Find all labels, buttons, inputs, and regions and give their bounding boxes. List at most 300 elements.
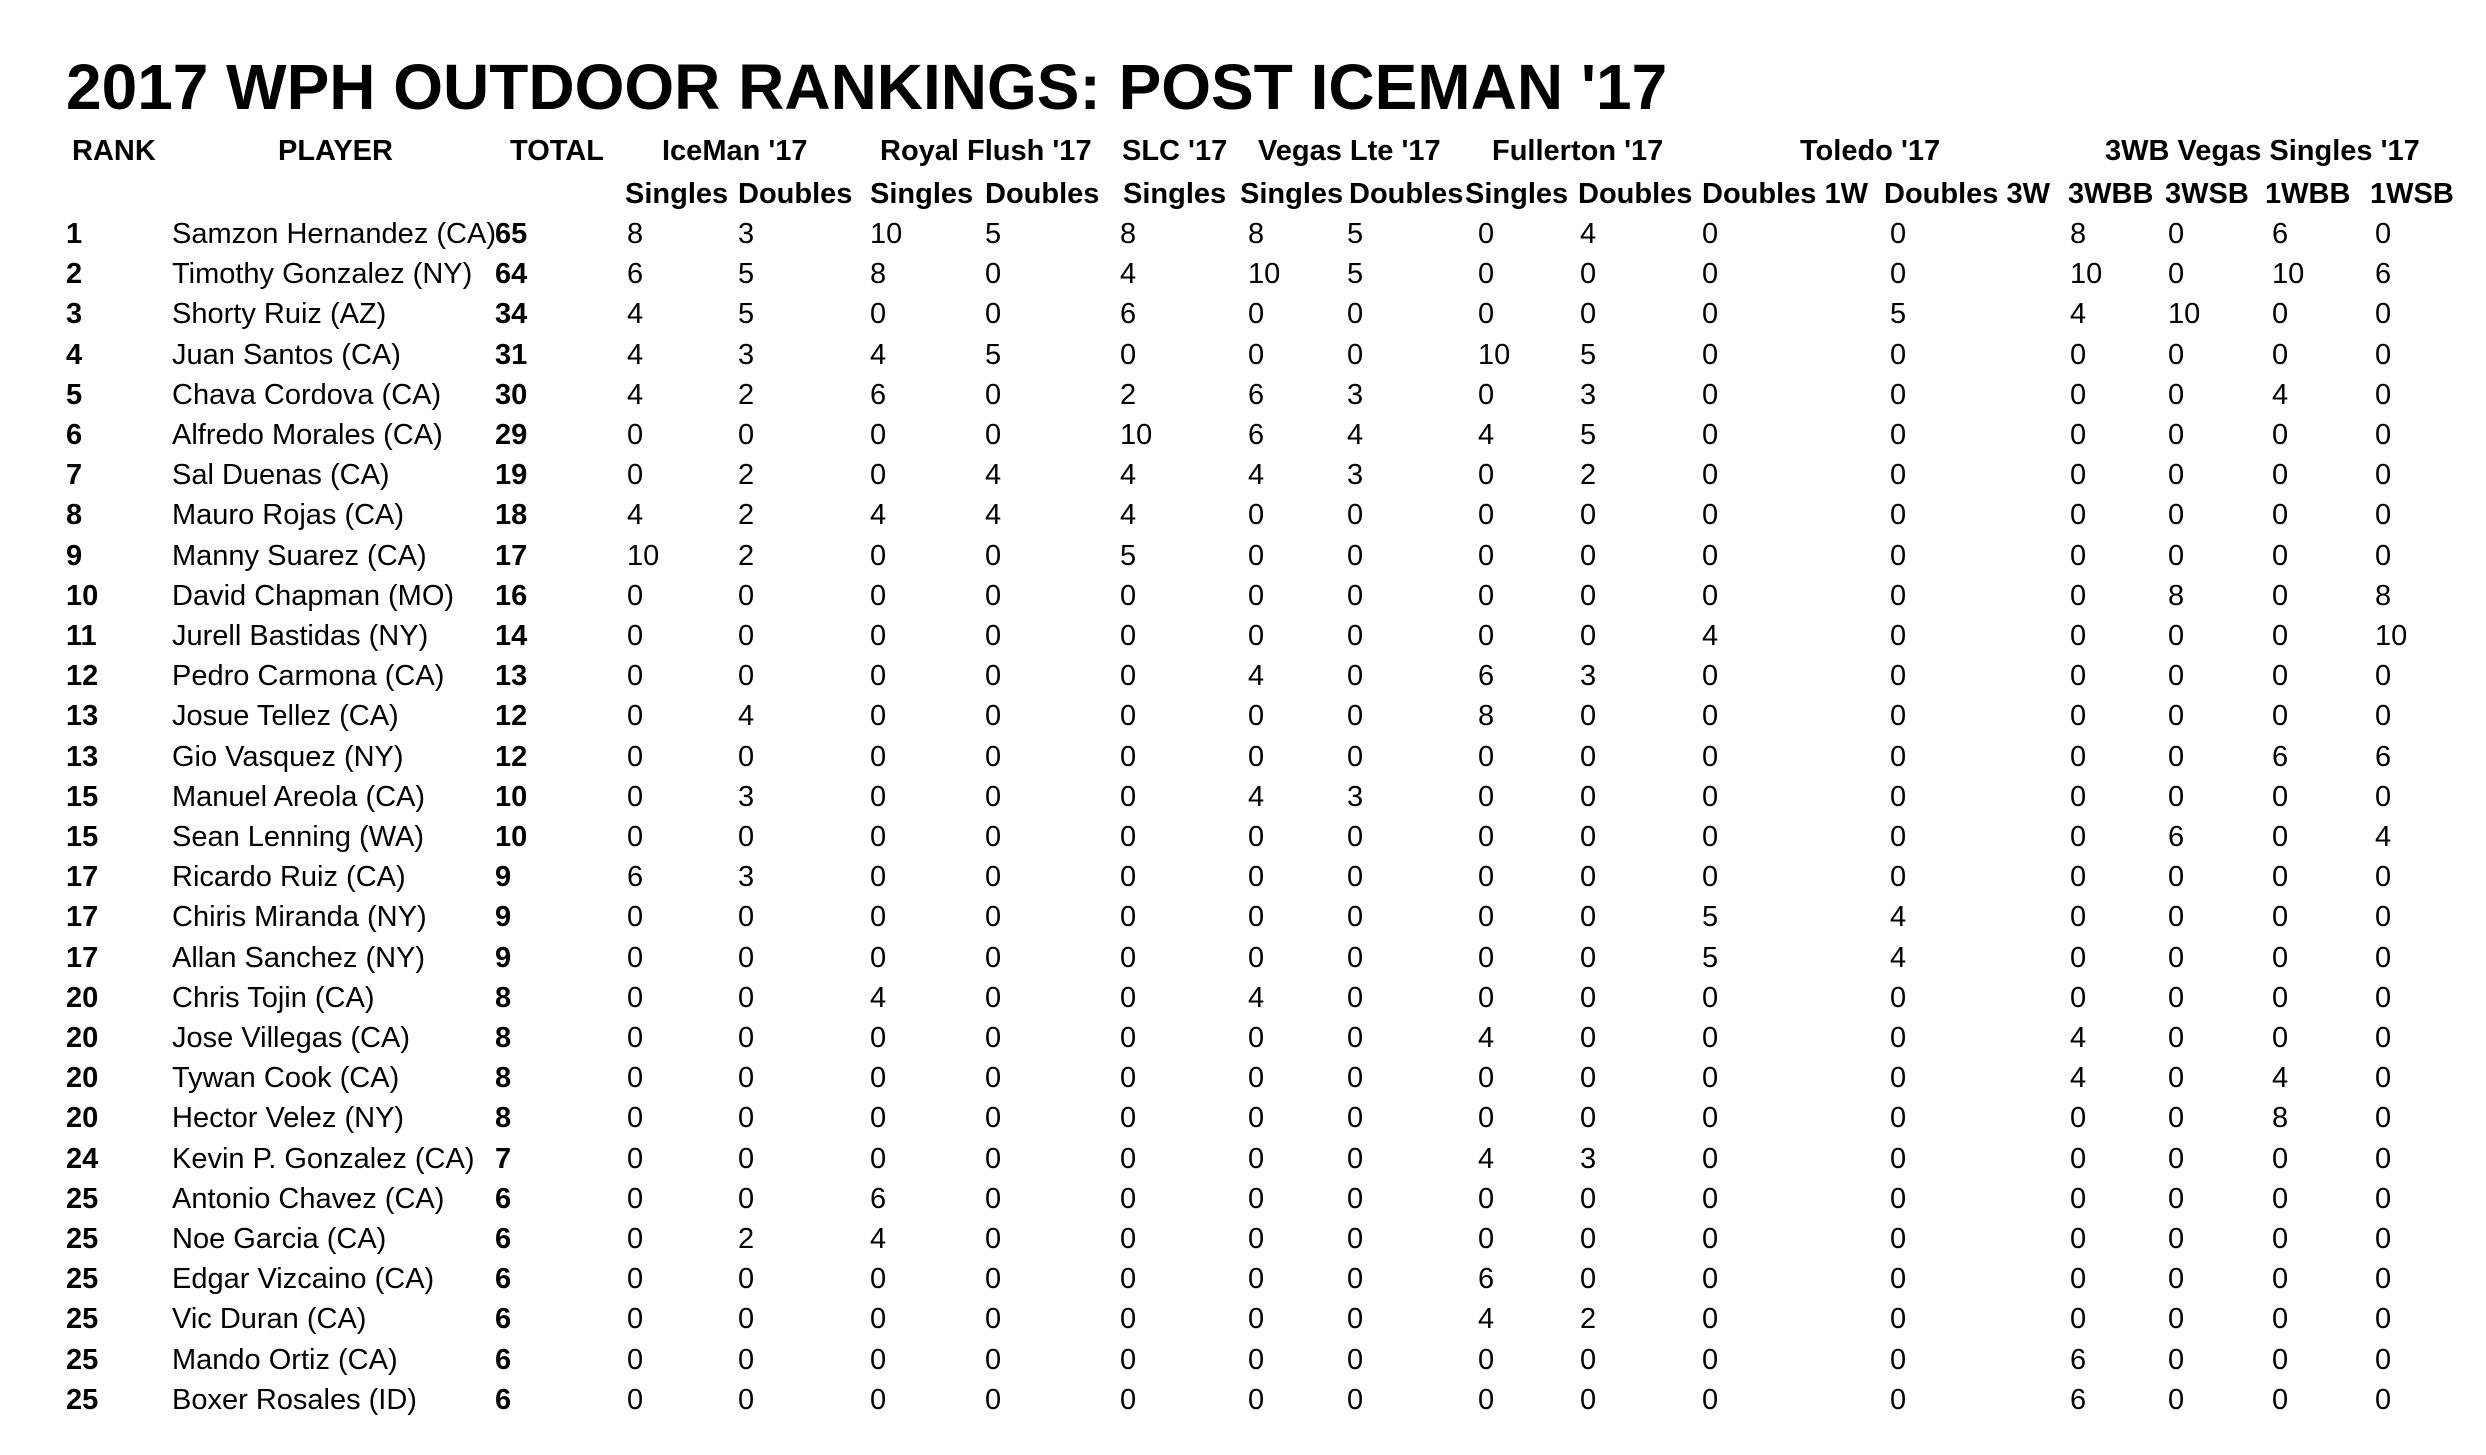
score-cell: 0 — [2070, 378, 2087, 411]
score-cell: 0 — [2375, 981, 2392, 1014]
score-cell: 0 — [1478, 740, 1495, 773]
score-cell: 3 — [738, 861, 755, 894]
score-cell: 0 — [870, 660, 887, 693]
score-cell: 0 — [2375, 1223, 2392, 1255]
score-cell: 4 — [1248, 459, 1265, 492]
score-cell: 0 — [2272, 660, 2289, 693]
score-cell: 0 — [1248, 941, 1265, 974]
score-cell: 0 — [738, 1343, 755, 1376]
score-cell: 2 — [738, 539, 755, 572]
score-cell: 0 — [627, 660, 644, 693]
score-cell: 0 — [985, 660, 1002, 693]
player-cell: David Chapman (MO) — [172, 579, 455, 612]
score-cell: 0 — [1120, 1142, 1137, 1175]
score-cell: 8 — [1478, 700, 1495, 733]
rank-cell: 20 — [66, 1062, 99, 1095]
score-cell: 0 — [1347, 1182, 1364, 1215]
score-cell: 0 — [1890, 981, 1907, 1014]
score-cell: 2 — [738, 459, 755, 492]
score-cell: 4 — [870, 1223, 887, 1255]
score-cell: 0 — [1702, 700, 1719, 733]
total-cell: 30 — [495, 378, 528, 411]
player-cell: Kevin P. Gonzalez (CA) — [172, 1142, 475, 1175]
score-cell: 6 — [870, 378, 887, 411]
score-cell: 5 — [1890, 298, 1907, 331]
score-cell: 0 — [2272, 579, 2289, 612]
score-cell: 0 — [738, 419, 755, 451]
score-cell: 0 — [1347, 821, 1364, 853]
score-cell: 0 — [1248, 499, 1265, 532]
score-cell: 0 — [2375, 1303, 2392, 1336]
score-cell: 0 — [2070, 1102, 2087, 1135]
score-cell: 0 — [627, 1182, 644, 1215]
score-cell: 6 — [2272, 218, 2289, 250]
score-cell: 0 — [985, 1102, 1002, 1135]
score-cell: 4 — [627, 499, 644, 532]
score-cell: 0 — [1890, 499, 1907, 532]
score-cell: 0 — [1890, 378, 1907, 411]
score-cell: 0 — [738, 1303, 755, 1336]
score-cell: 0 — [1248, 1142, 1265, 1175]
rank-cell: 25 — [66, 1223, 99, 1255]
score-cell: 0 — [738, 1383, 755, 1416]
score-cell: 0 — [1248, 1182, 1265, 1215]
score-cell: 0 — [1580, 539, 1597, 572]
player-cell: Sal Duenas (CA) — [172, 459, 390, 492]
score-cell: 0 — [870, 861, 887, 894]
score-cell: 0 — [2070, 1303, 2087, 1336]
score-cell: 0 — [2272, 499, 2289, 532]
score-cell: 0 — [1347, 499, 1364, 532]
total-cell: 12 — [495, 700, 528, 733]
score-cell: 0 — [1890, 1142, 1907, 1175]
total-cell: 64 — [495, 258, 528, 291]
subcolumn-header: Doubles — [1578, 178, 1693, 210]
score-cell: 0 — [2375, 378, 2392, 411]
score-cell: 0 — [627, 740, 644, 773]
score-cell: 0 — [2272, 1263, 2289, 1296]
score-cell: 0 — [1478, 539, 1495, 572]
score-cell: 0 — [2168, 901, 2185, 934]
score-cell: 0 — [1580, 1263, 1597, 1296]
score-cell: 0 — [985, 1343, 1002, 1376]
total-cell: 29 — [495, 419, 528, 451]
player-cell: Josue Tellez (CA) — [172, 700, 399, 733]
score-cell: 0 — [985, 298, 1002, 331]
score-cell: 0 — [2070, 861, 2087, 894]
score-cell: 0 — [1580, 579, 1597, 612]
score-cell: 0 — [985, 378, 1002, 411]
score-cell: 0 — [985, 740, 1002, 773]
score-cell: 0 — [1580, 1383, 1597, 1416]
score-cell: 0 — [1702, 579, 1719, 612]
score-cell: 4 — [1347, 419, 1364, 451]
total-cell: 6 — [495, 1182, 512, 1215]
rank-cell: 25 — [66, 1303, 99, 1336]
rank-cell: 24 — [66, 1142, 99, 1175]
score-cell: 0 — [2375, 941, 2392, 974]
score-cell: 8 — [1248, 218, 1265, 250]
score-cell: 2 — [1580, 1303, 1597, 1336]
score-cell: 0 — [1120, 1343, 1137, 1376]
score-cell: 0 — [1347, 298, 1364, 331]
score-cell: 0 — [1580, 1062, 1597, 1095]
score-cell: 0 — [1478, 821, 1495, 853]
score-cell: 0 — [2272, 821, 2289, 853]
score-cell: 0 — [2070, 620, 2087, 652]
score-cell: 0 — [985, 1062, 1002, 1095]
score-cell: 0 — [985, 1223, 1002, 1255]
score-cell: 0 — [1702, 740, 1719, 773]
total-cell: 9 — [495, 901, 512, 934]
score-cell: 0 — [1478, 1223, 1495, 1255]
score-cell: 0 — [985, 419, 1002, 451]
score-cell: 0 — [1347, 539, 1364, 572]
player-cell: Manny Suarez (CA) — [172, 539, 427, 572]
total-cell: 18 — [495, 499, 528, 532]
player-cell: Samzon Hernandez (CA) — [172, 218, 496, 250]
score-cell: 0 — [1347, 660, 1364, 693]
event-header: Vegas Lte '17 — [1258, 135, 1441, 167]
player-cell: Mando Ortiz (CA) — [172, 1343, 398, 1376]
score-cell: 10 — [1248, 258, 1281, 291]
score-cell: 0 — [870, 700, 887, 733]
rank-cell: 6 — [66, 419, 83, 451]
score-cell: 0 — [738, 1142, 755, 1175]
score-cell: 6 — [870, 1182, 887, 1215]
score-cell: 4 — [1890, 941, 1907, 974]
score-cell: 6 — [2070, 1343, 2087, 1376]
player-cell: Juan Santos (CA) — [172, 338, 401, 371]
score-cell: 0 — [1120, 981, 1137, 1014]
total-cell: 10 — [495, 821, 528, 853]
player-cell: Edgar Vizcaino (CA) — [172, 1263, 435, 1296]
score-cell: 5 — [985, 338, 1002, 371]
score-cell: 4 — [1478, 419, 1495, 451]
subcolumn-header: Singles — [625, 178, 729, 210]
score-cell: 0 — [2272, 459, 2289, 492]
score-cell: 0 — [2070, 700, 2087, 733]
score-cell: 0 — [1890, 338, 1907, 371]
score-cell: 0 — [1702, 1303, 1719, 1336]
score-cell: 6 — [1478, 660, 1495, 693]
score-cell: 0 — [1478, 579, 1495, 612]
score-cell: 0 — [1248, 338, 1265, 371]
total-cell: 8 — [495, 1062, 512, 1095]
score-cell: 0 — [1478, 258, 1495, 291]
rank-cell: 2 — [66, 258, 83, 291]
score-cell: 0 — [1890, 1223, 1907, 1255]
score-cell: 0 — [985, 1263, 1002, 1296]
score-cell: 0 — [2070, 579, 2087, 612]
score-cell: 0 — [1890, 1383, 1907, 1416]
score-cell: 0 — [2070, 459, 2087, 492]
score-cell: 0 — [2168, 941, 2185, 974]
score-cell: 0 — [1120, 579, 1137, 612]
score-cell: 0 — [2070, 1263, 2087, 1296]
score-cell: 0 — [1890, 459, 1907, 492]
score-cell: 4 — [1248, 660, 1265, 693]
total-cell: 6 — [495, 1343, 512, 1376]
score-cell: 0 — [1347, 740, 1364, 773]
score-cell: 3 — [1347, 780, 1364, 813]
score-cell: 0 — [1580, 258, 1597, 291]
score-cell: 0 — [1478, 218, 1495, 250]
score-cell: 0 — [1890, 539, 1907, 572]
total-cell: 10 — [495, 780, 528, 813]
score-cell: 5 — [1580, 419, 1597, 451]
score-cell: 0 — [627, 579, 644, 612]
subcolumn-header: Singles — [1240, 178, 1344, 210]
player-cell: Vic Duran (CA) — [172, 1303, 367, 1336]
score-cell: 0 — [1248, 1022, 1265, 1054]
rank-cell: 25 — [66, 1263, 99, 1296]
score-cell: 0 — [1702, 1223, 1719, 1255]
player-cell: Boxer Rosales (ID) — [172, 1383, 417, 1416]
score-cell: 0 — [870, 901, 887, 934]
score-cell: 0 — [1580, 1182, 1597, 1215]
score-cell: 0 — [1120, 1263, 1137, 1296]
score-cell: 0 — [1478, 981, 1495, 1014]
score-cell: 0 — [1580, 1022, 1597, 1054]
score-cell: 2 — [1580, 459, 1597, 492]
score-cell: 0 — [1347, 1102, 1364, 1135]
score-cell: 0 — [2375, 1102, 2392, 1135]
score-cell: 0 — [985, 981, 1002, 1014]
score-cell: 0 — [1580, 700, 1597, 733]
rank-cell: 12 — [66, 660, 99, 693]
score-cell: 0 — [2168, 1022, 2185, 1054]
score-cell: 0 — [870, 1102, 887, 1135]
score-cell: 5 — [985, 218, 1002, 250]
total-cell: 65 — [495, 218, 528, 250]
player-cell: Chava Cordova (CA) — [172, 378, 442, 411]
score-cell: 0 — [985, 1142, 1002, 1175]
score-cell: 0 — [870, 1022, 887, 1054]
score-cell: 4 — [738, 700, 755, 733]
score-cell: 0 — [738, 821, 755, 853]
event-header: Royal Flush '17 — [880, 135, 1092, 167]
score-cell: 0 — [2168, 861, 2185, 894]
score-cell: 0 — [627, 1383, 644, 1416]
total-cell: 31 — [495, 338, 528, 371]
score-cell: 0 — [2168, 740, 2185, 773]
score-cell: 0 — [1248, 1383, 1265, 1416]
score-cell: 10 — [1478, 338, 1511, 371]
score-cell: 0 — [1347, 1383, 1364, 1416]
score-cell: 0 — [2070, 338, 2087, 371]
score-cell: 0 — [627, 1102, 644, 1135]
score-cell: 4 — [1478, 1022, 1495, 1054]
score-cell: 0 — [1478, 901, 1495, 934]
score-cell: 0 — [870, 539, 887, 572]
score-cell: 0 — [1248, 821, 1265, 853]
score-cell: 0 — [1347, 941, 1364, 974]
score-cell: 0 — [2375, 1383, 2392, 1416]
score-cell: 0 — [2272, 1142, 2289, 1175]
score-cell: 4 — [1248, 780, 1265, 813]
total-cell: 14 — [495, 620, 528, 652]
subcolumn-header: Singles — [1123, 178, 1227, 210]
score-cell: 0 — [870, 579, 887, 612]
total-cell: 8 — [495, 1022, 512, 1054]
subcolumn-header: Doubles — [985, 178, 1100, 210]
score-cell: 0 — [627, 981, 644, 1014]
score-cell: 0 — [1478, 459, 1495, 492]
score-cell: 0 — [985, 539, 1002, 572]
score-cell: 0 — [1347, 1062, 1364, 1095]
score-cell: 0 — [1702, 1022, 1719, 1054]
score-cell: 10 — [2070, 258, 2103, 291]
score-cell: 0 — [870, 821, 887, 853]
player-cell: Manuel Areola (CA) — [172, 780, 426, 813]
score-cell: 0 — [870, 419, 887, 451]
score-cell: 5 — [1347, 258, 1364, 291]
score-cell: 0 — [1120, 740, 1137, 773]
score-cell: 6 — [1120, 298, 1137, 331]
score-cell: 4 — [2375, 821, 2392, 853]
score-cell: 0 — [2070, 539, 2087, 572]
score-cell: 0 — [985, 1182, 1002, 1215]
score-cell: 10 — [1120, 419, 1153, 451]
score-cell: 0 — [1347, 1223, 1364, 1255]
score-cell: 0 — [1478, 378, 1495, 411]
score-cell: 0 — [738, 981, 755, 1014]
score-cell: 0 — [1702, 499, 1719, 532]
score-cell: 0 — [627, 1223, 644, 1255]
score-cell: 4 — [2070, 1022, 2087, 1054]
score-cell: 0 — [985, 1022, 1002, 1054]
total-cell: 6 — [495, 1383, 512, 1416]
score-cell: 0 — [1890, 579, 1907, 612]
page-title: 2017 WPH OUTDOOR RANKINGS: POST ICEMAN '17 — [66, 51, 1668, 123]
score-cell: 0 — [2375, 780, 2392, 813]
rank-cell: 20 — [66, 1102, 99, 1135]
score-cell: 0 — [1890, 1102, 1907, 1135]
score-cell: 8 — [2272, 1102, 2289, 1135]
score-cell: 0 — [2168, 620, 2185, 652]
score-cell: 0 — [2272, 1303, 2289, 1336]
score-cell: 0 — [1702, 298, 1719, 331]
score-cell: 0 — [1248, 620, 1265, 652]
score-cell: 0 — [1478, 1062, 1495, 1095]
score-cell: 0 — [2272, 1383, 2289, 1416]
player-cell: Tywan Cook (CA) — [172, 1062, 400, 1095]
score-cell: 4 — [985, 499, 1002, 532]
player-cell: Allan Sanchez (NY) — [172, 941, 426, 974]
score-cell: 0 — [2375, 1062, 2392, 1095]
score-cell: 2 — [738, 378, 755, 411]
score-cell: 4 — [2272, 378, 2289, 411]
score-cell: 6 — [2070, 1383, 2087, 1416]
score-cell: 0 — [627, 1263, 644, 1296]
score-cell: 0 — [1248, 579, 1265, 612]
score-cell: 0 — [2168, 1062, 2185, 1095]
score-cell: 0 — [2272, 1182, 2289, 1215]
score-cell: 0 — [1580, 941, 1597, 974]
score-cell: 0 — [2272, 620, 2289, 652]
score-cell: 0 — [1478, 1182, 1495, 1215]
score-cell: 0 — [1890, 1022, 1907, 1054]
score-cell: 0 — [1580, 298, 1597, 331]
score-cell: 0 — [870, 1263, 887, 1296]
rank-cell: 20 — [66, 1022, 99, 1054]
score-cell: 0 — [870, 740, 887, 773]
score-cell: 0 — [2070, 1182, 2087, 1215]
score-cell: 0 — [738, 1102, 755, 1135]
score-cell: 0 — [1248, 298, 1265, 331]
score-cell: 0 — [1120, 660, 1137, 693]
score-cell: 0 — [1120, 941, 1137, 974]
score-cell: 0 — [1248, 1062, 1265, 1095]
score-cell: 0 — [2375, 539, 2392, 572]
score-cell: 0 — [2070, 419, 2087, 451]
score-cell: 0 — [985, 258, 1002, 291]
score-cell: 0 — [1478, 1383, 1495, 1416]
score-cell: 0 — [2168, 1182, 2185, 1215]
score-cell: 0 — [1478, 861, 1495, 894]
score-cell: 0 — [1702, 338, 1719, 371]
score-cell: 4 — [1120, 499, 1137, 532]
score-cell: 0 — [627, 459, 644, 492]
score-cell: 0 — [1478, 780, 1495, 813]
score-cell: 0 — [1580, 620, 1597, 652]
score-cell: 0 — [1120, 1182, 1137, 1215]
score-cell: 0 — [985, 780, 1002, 813]
score-cell: 0 — [1347, 700, 1364, 733]
rank-cell: 9 — [66, 539, 83, 572]
total-cell: 8 — [495, 1102, 512, 1135]
score-cell: 0 — [2375, 298, 2392, 331]
score-cell: 0 — [1347, 338, 1364, 371]
subcolumn-header: Doubles 3W — [1884, 178, 2050, 210]
score-cell: 0 — [1120, 1022, 1137, 1054]
score-cell: 0 — [2168, 338, 2185, 371]
score-cell: 0 — [1702, 981, 1719, 1014]
score-cell: 0 — [2070, 1142, 2087, 1175]
total-cell: 9 — [495, 861, 512, 894]
score-cell: 0 — [985, 700, 1002, 733]
score-cell: 0 — [1890, 1263, 1907, 1296]
score-cell: 0 — [1347, 901, 1364, 934]
score-cell: 0 — [1120, 861, 1137, 894]
score-cell: 0 — [2168, 1223, 2185, 1255]
score-cell: 0 — [1580, 740, 1597, 773]
score-cell: 0 — [2168, 1383, 2185, 1416]
score-cell: 0 — [1347, 1142, 1364, 1175]
rank-cell: 4 — [66, 338, 83, 371]
score-cell: 0 — [1478, 1102, 1495, 1135]
score-cell: 0 — [870, 1383, 887, 1416]
player-cell: Mauro Rojas (CA) — [172, 499, 405, 532]
subcolumn-header: Doubles — [738, 178, 853, 210]
subcolumn-header: Doubles 1W — [1702, 178, 1868, 210]
score-cell: 4 — [627, 338, 644, 371]
score-cell: 0 — [2272, 901, 2289, 934]
rank-cell: 3 — [66, 298, 83, 331]
score-cell: 0 — [870, 620, 887, 652]
score-cell: 4 — [2272, 1062, 2289, 1095]
score-cell: 0 — [627, 780, 644, 813]
score-cell: 0 — [1702, 459, 1719, 492]
score-cell: 0 — [870, 298, 887, 331]
score-cell: 0 — [1120, 1303, 1137, 1336]
total-cell: 6 — [495, 1223, 512, 1255]
score-cell: 0 — [2272, 1223, 2289, 1255]
score-cell: 0 — [1890, 218, 1907, 250]
score-cell: 0 — [1347, 981, 1364, 1014]
score-cell: 0 — [2375, 660, 2392, 693]
